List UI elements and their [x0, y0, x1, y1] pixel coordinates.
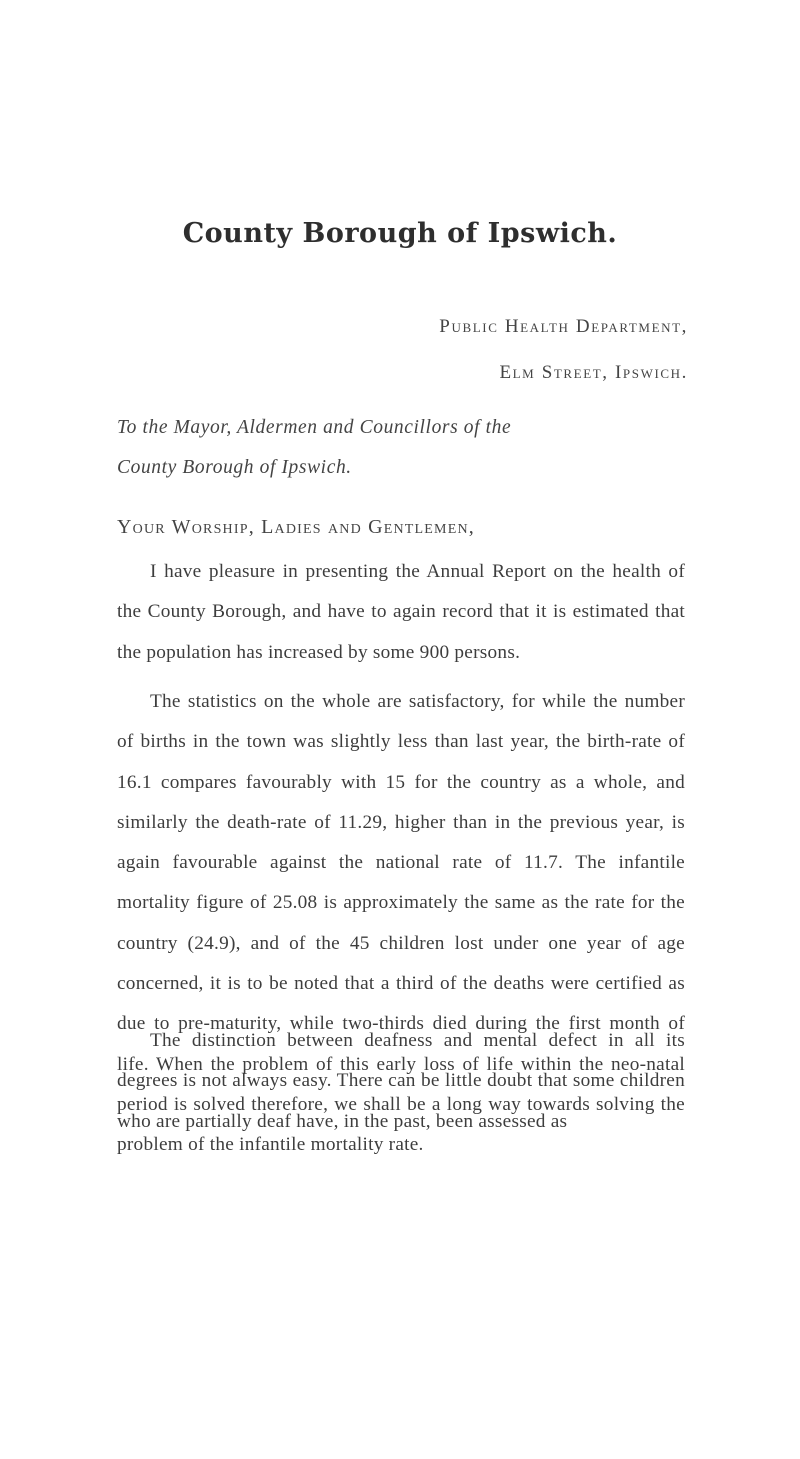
address-line-1: Public Health Department, [439, 316, 688, 337]
salutation: Your Worship, Ladies and Gentlemen, [117, 516, 475, 538]
paragraph-1: I have pleasure in presenting the Annual Report on the health of the County Borough, and have to again record that it is estimated that the population has increased by some 900 persons. [117, 561, 685, 663]
paragraph-2: The statistics on the whole are satisfactory, for while the number of births in the town was slightly less than last year, the birth-rate of 16.1 compares favourably with 15 for the country as a whole, and similarly the death-rate of 11.29, higher than in the previous year, is again favourable against the national rate of 11.7. The infantile mortality figure of 25.08 is approximately the same as the rate for the country (24.9), and of the 45 children lost under one year of age concerned, it is to be noted that a third of the deaths were certified as due to pre-maturity, while two-thirds died during the first month of life. When the problem of this early loss of life within the neo-natal period is solved therefore, we shall be a long way towards solving the problem of the infantile mortality rate. [117, 691, 685, 1156]
address-line-2: Elm Street, Ipswich. [499, 362, 688, 383]
paragraph-3: The distinction between deafness and mental defect in all its degrees is not always easy. There can be little doubt that some children who are partially deaf have, in the past, been assessed as [117, 1030, 685, 1132]
addressee-line-2: County Borough of Ipswich. [117, 457, 352, 478]
document-heading: County Borough of Ipswich. [182, 218, 618, 249]
addressee-line-1: To the Mayor, Aldermen and Councillors of the [117, 417, 512, 438]
